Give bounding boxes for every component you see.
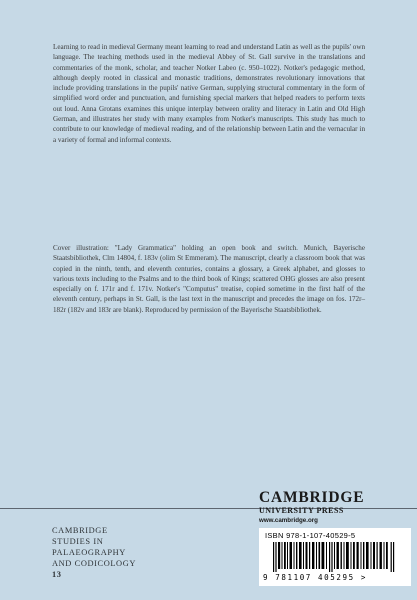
series-line-2: STUDIES IN <box>52 537 104 546</box>
publisher-url: www.cambridge.org <box>259 517 318 524</box>
publisher-subtitle: UNIVERSITY PRESS <box>259 506 344 515</box>
cover-illustration-note: Cover illustration: "Lady Grammatica" holding an open book and switch. Munich, Bayerische Staatsbibliothek, Clm 14804, f. 183v (olim St Emmeram). The manuscript, clearly a classroom book that was copied in the ninth, tenth, and eleventh centuries, contains a glossary, a Greek alphabet, and glosses to various texts including to the Psalms and to the third book of Kings; scattered OHG glosses are also present especially on f. 171r and f. 171v. Notker's "Computus" treatise, copied sometime in the first half of the eleventh century, perhaps in St. Gall, is the last text in the manuscript and precedes the image on fos. 172r–182r (182v and 183r are blank). Reproduced by permission of the Bayerische Staatsbibliothek. <box>53 244 365 314</box>
series-number: 13 <box>52 570 62 579</box>
barcode-digits: 9 781107 405295 > <box>263 573 367 582</box>
series-line-3: PALAEOGRAPHY <box>52 548 126 557</box>
isbn-label: ISBN 978-1-107-40529-5 <box>265 531 356 540</box>
book-description: Learning to read in medieval Germany meant learning to read and understand Latin as well as the pupils' own language. The teaching methods used in the medieval Abbey of St. Gall survive in the translations and commentaries of the monk, scholar, and teacher Notker Labeo (c. 950–1022). Notker's pedagogic method, although deeply rooted in classical and monastic traditions, demonstrates revolutionary innovations that include providing translations in the pupils' native German, supplying structural commentary in the form of simplified word order and punctuation, and furnishing special markers that helped readers to perform texts out loud. Anna Grotans examines this unique interplay between orality and literacy in Latin and Old High German, and illustrates her study with many examples from Notker's manuscripts. This study has much to contribute to our knowledge of medieval reading, and of the relationship between Latin and the vernacular in a variety of formal and informal contexts. <box>53 43 365 144</box>
barcode-icon <box>273 542 395 572</box>
series-line-4: AND CODICOLOGY <box>52 559 137 568</box>
series-title <box>52 525 202 580</box>
series-line-1: CAMBRIDGE <box>52 526 108 535</box>
publisher-name: CAMBRIDGE <box>259 489 365 506</box>
barcode-panel <box>259 528 411 586</box>
publisher-logo <box>259 490 411 525</box>
